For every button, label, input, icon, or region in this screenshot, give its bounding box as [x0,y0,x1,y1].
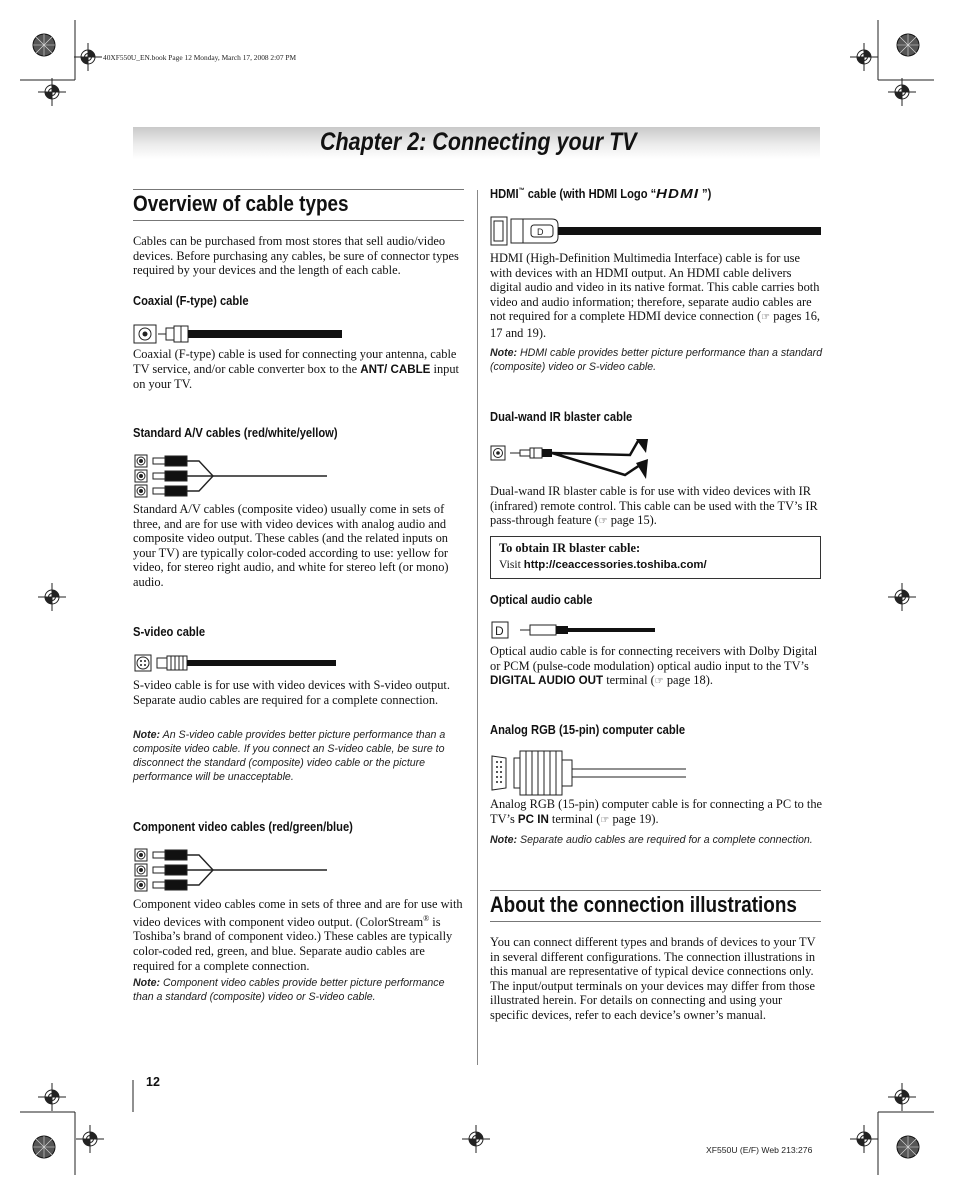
rgb-text [490,797,823,828]
page-ref-icon: ☞ [654,676,664,688]
ir-text-b: page 15). [607,513,657,528]
svideo-heading: S-video cable [133,624,206,639]
page-ref-icon: ☞ [600,814,610,826]
page-number: 12 [146,1075,160,1089]
overview-rule-bottom [133,220,464,221]
footer-stamp: XF550U (E/F) Web 213:276 [706,1145,813,1155]
overview-rule-top [133,189,464,190]
av-cable-illustration [133,453,329,499]
hdmi-logo: HDMI [656,186,700,201]
av-heading: Standard A/V cables (red/white/yellow) [133,425,338,440]
component-text [133,897,466,973]
hdmi-heading-b: cable (with HDMI Logo “ [524,186,657,201]
svideo-cable-illustration [133,653,339,675]
hdmi-text-a: HDMI (High-Definition Multimedia Interface) cable is for use with devices with an HDMI output. An HDMI cable delivers digital audio and video in its native format. This cable carries both video and audio information; therefore, separate audio cables are not required for a complete HDMI device connection ( [490,251,820,324]
about-title: About the connection illustrations [490,892,797,917]
page-ref-icon: ☞ [761,312,771,324]
coaxial-cable-illustration [133,322,345,346]
ir-info-box [490,536,821,579]
digital-audio-out-label: DIGITAL AUDIO OUT [490,674,604,688]
ir-text [490,484,823,530]
hdmi-text [490,251,823,341]
svideo-text: S-video cable is for use with video devices with S-video output. Separate audio cables are required for a complete connection. [133,678,450,707]
av-text: Standard A/V cables (composite video) usually come in sets of three, and are for use with video devices with analog audio and composite video output. These cables (and the related inputs on your TV) are typically color-coded according to use: yellow for video, for stereo right audio, and white for stereo left (or mono) audio. [133,502,449,589]
ir-heading: Dual-wand IR blaster cable [490,409,633,424]
book-stamp: 40XF550U_EN.book Page 12 Monday, March 17, 2008 2:07 PM [103,53,297,62]
ir-box-visit-line [499,558,707,571]
svideo-note-label: Note: [133,729,161,741]
hdmi-heading [490,186,711,201]
coaxial-text-a: Coaxial (F-type) cable is used for connecting your antenna, cable TV service, and/or cable converter box to the [133,347,457,376]
component-note-text: Component video cables provide better picture performance than a standard (composite) video or S-video cable. [133,977,445,1003]
optical-text-b: terminal ( [603,673,655,688]
trademark-mark: ™ [518,187,525,195]
rgb-heading: Analog RGB (15-pin) computer cable [490,722,686,737]
hdmi-cable-illustration [490,215,822,247]
ir-box-visit: Visit [499,558,524,571]
page-ref-icon: ☞ [598,516,608,528]
rgb-cable-illustration [490,748,688,798]
hdmi-text-b: pages 16, 17 and 19). [490,309,820,340]
hdmi-heading-a: HDMI [490,186,519,201]
optical-cable-illustration [490,620,658,642]
component-heading: Component video cables (red/green/blue) [133,819,353,834]
optical-text-c: page 18). [663,673,713,688]
component-text-a: Component video cables come in sets of three and are for use with video devices with component video output. (ColorStream [133,897,463,929]
coaxial-text [133,347,466,392]
optical-heading: Optical audio cable [490,592,593,607]
rgb-note-label: Note: [490,834,518,846]
svg-text:D: D [495,624,504,638]
svideo-note-text: An S-video cable provides better picture performance than a composite video cable. If you connect an S-video cable, be sure to disconnect the standard (composite) video cable or the picture performance will be unacceptable. [133,729,446,783]
ir-text-a: Dual-wand IR blaster cable is for use with video devices with IR (infrared) remote control. This cable can be used with the TV’s IR pass-through feature ( [490,484,818,528]
optical-text [490,644,823,690]
ir-blaster-illustration [490,437,652,483]
about-text: You can connect different types and brands of devices to your TV in several different configurations. The connection illustrations in this manual are representative of typical device connections only. The input/output terminals on your devices may differ from those illustrated herein. For details on connecting and using your specific devices, refer to each device’s owner’s manual. [490,935,816,1022]
pc-in-label: PC IN [517,812,549,826]
about-rule-top [490,890,821,891]
rgb-text-b: terminal ( [548,811,601,826]
ir-box-title: To obtain IR blaster cable: [499,541,641,555]
about-rule-bottom [490,921,821,922]
svideo-note [133,728,466,784]
overview-title: Overview of cable types [133,191,349,216]
component-cable-illustration [133,847,329,893]
component-note-label: Note: [133,977,161,989]
rgb-text-a: Analog RGB (15-pin) computer cable is for connecting a PC to the TV’s [490,797,823,826]
rgb-text-c: page 19). [609,811,659,826]
hdmi-note-label: Note: [490,347,518,359]
component-text-b: is Toshiba’s brand of component video.) These cables are typically color-coded red, green, and blue. Separate audio cables are required for a complete connection. [133,914,453,973]
chapter-title: Chapter 2: Connecting your TV [320,128,637,156]
rgb-note-text: Separate audio cables are required for a complete connection. [517,834,813,846]
hdmi-note-text: HDMI cable provides better picture performance than a standard (composite) video or S-video cable. [490,347,823,373]
hdmi-heading-c: ”) [702,186,712,201]
hdmi-note [490,346,823,374]
registered-mark: ® [423,913,430,923]
column-divider [477,190,478,1065]
toshiba-accessories-link[interactable]: http://ceaccessories.toshiba.com/ [523,559,707,571]
ant-cable-label: ANT/ CABLE [360,362,431,376]
svg-text:D: D [537,227,544,237]
coaxial-text-b: input on your TV. [133,361,459,392]
rgb-note [490,833,823,847]
optical-text-a: Optical audio cable is for connecting receivers with Dolby Digital or PCM (pulse-code modulation) optical audio input to the TV’s [490,644,818,673]
component-note [133,976,466,1004]
overview-intro: Cables can be purchased from most stores that sell audio/video devices. Before purchasing any cables, be sure of connector types required by your devices and the length of each cable. [133,234,459,278]
coaxial-heading: Coaxial (F-type) cable [133,293,249,308]
